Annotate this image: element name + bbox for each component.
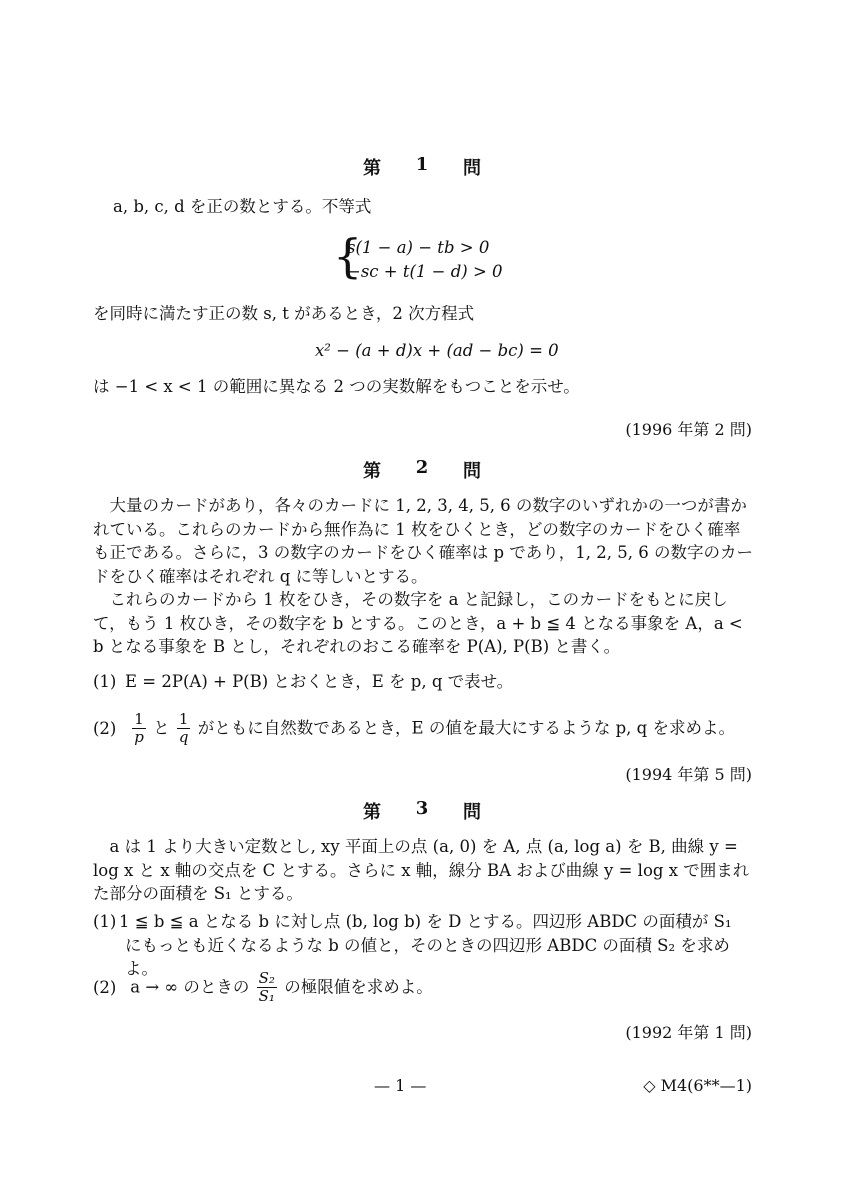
problem-3-q2-pre: a → ∞ のときの: [130, 977, 250, 997]
problem-3-q1-text: 1 ≦ b ≦ a となる b に対し点 (b, log b) を D とする。四辺形 ABDC の面積が S₁ にもっとも近くなるような b の値と，そのときの四辺形 ABDC の面積 S₂ を求めよ。: [119, 912, 732, 978]
heading-char: 第: [363, 802, 383, 823]
problem-2-q2-number: (2): [93, 718, 117, 738]
fraction-denominator: q: [178, 728, 189, 746]
heading-char: 2: [415, 457, 431, 478]
problem-2-source: (1994 年第 5 問): [625, 765, 752, 784]
problem-3-q2-post: の極限値を求めよ。: [284, 977, 433, 997]
and-word: と: [153, 718, 170, 738]
problem-2-q1-number: (1): [93, 672, 117, 691]
fraction-s2-over-s1: [257, 970, 277, 1005]
problem-2-q2: [93, 711, 735, 746]
problem-2-heading: [363, 457, 483, 483]
heading-char: 問: [463, 802, 483, 823]
problem-1-mid-text: を同時に満たす正の数 s, t があるとき，2 次方程式: [93, 304, 475, 323]
problem-3-paragraph: a は 1 より大きい定数とし, xy 平面上の点 (a, 0) を A, 点 (a, log a) を B, 曲線 y = log x と x 軸の交点を C とする。さらに x 軸，線分 BA および曲線 y = log x で囲まれた部分の面積を S₁ とする。: [93, 837, 750, 903]
fraction-numerator: 1: [132, 711, 146, 729]
page-number: — 1 —: [374, 1076, 427, 1095]
inequality-2: −sc + t(1 − d) > 0: [347, 262, 503, 281]
exam-code: ◇ M4(6**—1): [643, 1076, 752, 1095]
problem-3-q2-number: (2): [93, 977, 117, 997]
system-brace: {: [333, 229, 363, 283]
heading-char: 問: [463, 461, 483, 482]
fraction-numerator: 1: [177, 711, 191, 729]
problem-2-paragraph-1: 大量のカードがあり，各々のカードに 1, 2, 3, 4, 5, 6 の数字のいずれかの一つが書かれている。これらのカードから無作為に 1 枚をひくとき，どの数字のカードをひく確率も正である。さらに，3 の数字のカードをひく確率は p であり，1, 2, 5, 6 の数字のカードをひく確率はそれぞれ q に等しいとする。: [93, 496, 753, 586]
problem-2-q2-text: がともに自然数であるとき，E の値を最大にするような p, q を求めよ。: [197, 718, 735, 738]
problem-3-q2: [93, 970, 433, 1005]
problem-3-source: (1992 年第 1 問): [625, 1023, 752, 1042]
fraction-1-over-q: [177, 711, 191, 746]
fraction-denominator: S₁: [258, 987, 275, 1005]
heading-char: 第: [363, 158, 383, 179]
problem-2-paragraph-2: これらのカードから 1 枚をひき，その数字を a と記録し，このカードをもとに戻して，もう 1 枚ひき，その数字を b とする。このとき，a + b ≦ 4 となる事象を A，a < b となる事象を B とし，それぞれのおこる確率を P(A), P(B) と書く。: [93, 590, 743, 656]
fraction-numerator: S₂: [258, 969, 275, 987]
heading-char: 1: [415, 154, 431, 175]
heading-char: 3: [415, 798, 431, 819]
problem-1-source: (1996 年第 2 問): [625, 420, 752, 439]
problem-1-conclusion: は −1 < x < 1 の範囲に異なる 2 つの実数解をもつことを示せ。: [93, 377, 580, 396]
quadratic-equation: x² − (a + d)x + (ad − bc) = 0: [315, 341, 559, 360]
problem-1-intro: a, b, c, d を正の数とする。不等式: [113, 197, 372, 216]
heading-char: 問: [463, 158, 483, 179]
problem-3-q1-number: (1): [93, 912, 117, 931]
problem-2-q1-text: E = 2P(A) + P(B) とおくとき，E を p, q で表せ。: [125, 672, 514, 691]
heading-char: 第: [363, 461, 383, 482]
problem-3-heading: [363, 798, 483, 824]
problem-1-heading: [363, 154, 483, 180]
inequality-1: s(1 − a) − tb > 0: [347, 238, 490, 257]
fraction-denominator: p: [134, 728, 144, 746]
fraction-1-over-p: [132, 711, 146, 746]
